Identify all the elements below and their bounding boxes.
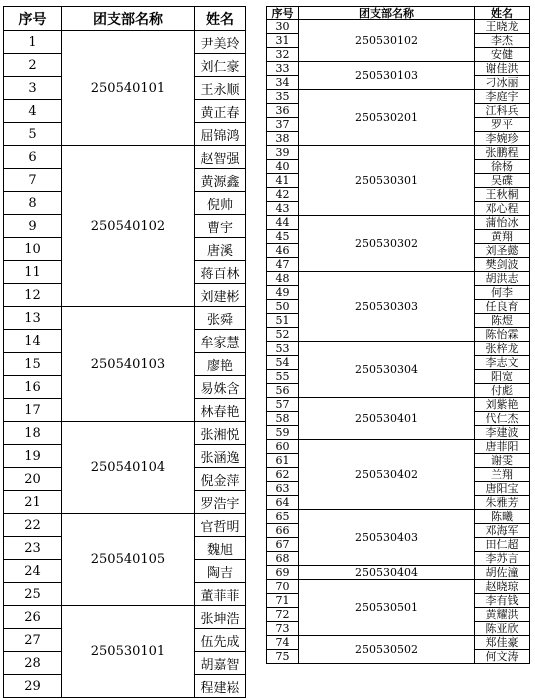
row-index: 71 [267,594,299,608]
row-index: 2 [4,54,62,77]
roster-table-right [266,6,530,664]
member-name: 牟家慧 [195,330,246,353]
row-index: 53 [267,342,299,356]
row-index: 9 [4,215,62,238]
member-name: 胡嘉智 [195,652,246,675]
member-name: 陈亚欣 [475,622,530,636]
member-name: 李杰 [475,34,530,48]
branch-code: 250530301 [299,146,475,216]
member-name: 王秋桐 [475,188,530,202]
table-row [267,566,530,580]
branch-code: 250530102 [299,20,475,62]
row-index: 25 [4,583,62,606]
header-name: 姓名 [475,7,530,20]
table-row [267,272,530,286]
branch-code: 250530404 [299,566,475,580]
member-name: 王永顺 [195,77,246,100]
row-index: 19 [4,445,62,468]
row-index: 13 [4,307,62,330]
row-index: 65 [267,510,299,524]
member-name: 刘建彬 [195,284,246,307]
member-name: 易姝含 [195,376,246,399]
header-index: 序号 [267,7,299,20]
row-index: 68 [267,552,299,566]
branch-code: 250530402 [299,440,475,510]
row-index: 40 [267,160,299,174]
member-name: 唐溪 [195,238,246,261]
header-branch: 团支部名称 [299,7,475,20]
table-row [267,216,530,230]
member-name: 任良育 [475,300,530,314]
row-index: 27 [4,629,62,652]
member-name: 罗平 [475,118,530,132]
table-row [4,146,246,169]
member-name: 刁冰丽 [475,76,530,90]
member-name: 朱雅芳 [475,496,530,510]
row-index: 4 [4,100,62,123]
table-row [4,514,246,537]
row-index: 61 [267,454,299,468]
row-index: 60 [267,440,299,454]
row-index: 36 [267,104,299,118]
row-index: 29 [4,675,62,698]
branch-code: 250530304 [299,342,475,398]
row-index: 12 [4,284,62,307]
row-index: 62 [267,468,299,482]
member-name: 陈曦 [475,510,530,524]
row-index: 46 [267,244,299,258]
row-index: 52 [267,328,299,342]
branch-code: 250540105 [62,514,195,606]
row-index: 70 [267,580,299,594]
member-name: 谢雯 [475,454,530,468]
member-name: 吴碟 [475,174,530,188]
header-index: 序号 [4,7,62,31]
member-name: 郑佳豪 [475,636,530,650]
member-name: 尹美玲 [195,31,246,54]
member-name: 张鹏程 [475,146,530,160]
row-index: 23 [4,537,62,560]
row-index: 42 [267,188,299,202]
row-index: 30 [267,20,299,34]
branch-code: 250530101 [62,606,195,698]
branch-code: 250540101 [62,31,195,146]
row-index: 72 [267,608,299,622]
member-name: 邓心程 [475,202,530,216]
member-name: 张坤浩 [195,606,246,629]
row-index: 21 [4,491,62,514]
header-name: 姓名 [195,7,246,31]
table-row [4,307,246,330]
member-name: 曹宇 [195,215,246,238]
member-name: 董菲菲 [195,583,246,606]
row-index: 24 [4,560,62,583]
row-index: 38 [267,132,299,146]
header-row [267,7,530,20]
member-name: 张涵逸 [195,445,246,468]
row-index: 35 [267,90,299,104]
branch-code: 250530201 [299,90,475,146]
branch-code: 250540104 [62,422,195,514]
member-name: 李苏言 [475,552,530,566]
row-index: 44 [267,216,299,230]
member-name: 安健 [475,48,530,62]
row-index: 48 [267,272,299,286]
row-index: 1 [4,31,62,54]
row-index: 49 [267,286,299,300]
branch-code: 250530302 [299,216,475,272]
member-name: 何文涛 [475,650,530,664]
header-branch: 团支部名称 [62,7,195,31]
row-index: 57 [267,398,299,412]
member-name: 林春艳 [195,399,246,422]
row-index: 74 [267,636,299,650]
member-name: 张湘悦 [195,422,246,445]
row-index: 17 [4,399,62,422]
table-row [267,440,530,454]
member-name: 陶吉 [195,560,246,583]
row-index: 50 [267,300,299,314]
table-row [267,90,530,104]
table-row [267,20,530,34]
row-index: 15 [4,353,62,376]
row-index: 75 [267,650,299,664]
member-name: 伍先成 [195,629,246,652]
row-index: 55 [267,370,299,384]
row-index: 69 [267,566,299,580]
member-name: 廖艳 [195,353,246,376]
member-name: 陈煜 [475,314,530,328]
member-name: 蒋百林 [195,261,246,284]
member-name: 陈怡霖 [475,328,530,342]
row-index: 47 [267,258,299,272]
row-index: 43 [267,202,299,216]
row-index: 58 [267,412,299,426]
member-name: 刘紫艳 [475,398,530,412]
row-index: 56 [267,384,299,398]
branch-code: 250530501 [299,580,475,636]
member-name: 倪金萍 [195,468,246,491]
table-row [4,422,246,445]
row-index: 64 [267,496,299,510]
branch-code: 250530502 [299,636,475,664]
member-name: 刘圣懿 [475,244,530,258]
member-name: 赵智强 [195,146,246,169]
row-index: 8 [4,192,62,215]
row-index: 20 [4,468,62,491]
row-index: 63 [267,482,299,496]
member-name: 代仁杰 [475,412,530,426]
member-name: 官哲明 [195,514,246,537]
row-index: 66 [267,524,299,538]
row-index: 59 [267,426,299,440]
member-name: 谢佳洪 [475,62,530,76]
member-name: 黄耀洪 [475,608,530,622]
row-index: 16 [4,376,62,399]
row-index: 22 [4,514,62,537]
row-index: 54 [267,356,299,370]
row-index: 14 [4,330,62,353]
member-name: 胡佐潼 [475,566,530,580]
table-row [267,510,530,524]
member-name: 黄翔 [475,230,530,244]
row-index: 51 [267,314,299,328]
member-name: 黄正春 [195,100,246,123]
table-row [267,62,530,76]
row-index: 28 [4,652,62,675]
row-index: 6 [4,146,62,169]
member-name: 李婉珍 [475,132,530,146]
member-name: 张舜 [195,307,246,330]
row-index: 11 [4,261,62,284]
table-row [267,580,530,594]
member-name: 江科兵 [475,104,530,118]
branch-code: 250540102 [62,146,195,307]
roster-table-left [3,6,246,698]
member-name: 唐阳宝 [475,482,530,496]
row-index: 41 [267,174,299,188]
row-index: 5 [4,123,62,146]
member-name: 屈锦鸿 [195,123,246,146]
row-index: 37 [267,118,299,132]
branch-code: 250530303 [299,272,475,342]
member-name: 倪帅 [195,192,246,215]
table-row [267,342,530,356]
row-index: 34 [267,76,299,90]
member-name: 付彪 [475,384,530,398]
member-name: 程建崧 [195,675,246,698]
right-body [267,20,530,664]
member-name: 唐菲阳 [475,440,530,454]
member-name: 阳宽 [475,370,530,384]
row-index: 39 [267,146,299,160]
member-name: 兰翔 [475,468,530,482]
left-body [4,31,246,698]
header-row [4,7,246,31]
row-index: 26 [4,606,62,629]
row-index: 32 [267,48,299,62]
member-name: 王晓龙 [475,20,530,34]
member-name: 罗浩宇 [195,491,246,514]
row-index: 7 [4,169,62,192]
row-index: 73 [267,622,299,636]
branch-code: 250530103 [299,62,475,90]
table-row [267,636,530,650]
row-index: 45 [267,230,299,244]
member-name: 张梓龙 [475,342,530,356]
member-name: 徐杨 [475,160,530,174]
member-name: 魏旭 [195,537,246,560]
member-name: 李志文 [475,356,530,370]
row-index: 33 [267,62,299,76]
row-index: 3 [4,77,62,100]
member-name: 李有钱 [475,594,530,608]
member-name: 蒲怡冰 [475,216,530,230]
member-name: 黄源鑫 [195,169,246,192]
member-name: 刘仁豪 [195,54,246,77]
row-index: 10 [4,238,62,261]
member-name: 樊剑波 [475,258,530,272]
member-name: 胡洪志 [475,272,530,286]
member-name: 赵晓琼 [475,580,530,594]
member-name: 李庭宇 [475,90,530,104]
row-index: 67 [267,538,299,552]
branch-code: 250530403 [299,510,475,566]
branch-code: 250540103 [62,307,195,422]
branch-code: 250530401 [299,398,475,440]
member-name: 何李 [475,286,530,300]
table-row [4,31,246,54]
row-index: 31 [267,34,299,48]
table-row [267,146,530,160]
table-row [4,606,246,629]
row-index: 18 [4,422,62,445]
member-name: 田仁超 [475,538,530,552]
member-name: 李建波 [475,426,530,440]
table-row [267,398,530,412]
member-name: 邓海军 [475,524,530,538]
